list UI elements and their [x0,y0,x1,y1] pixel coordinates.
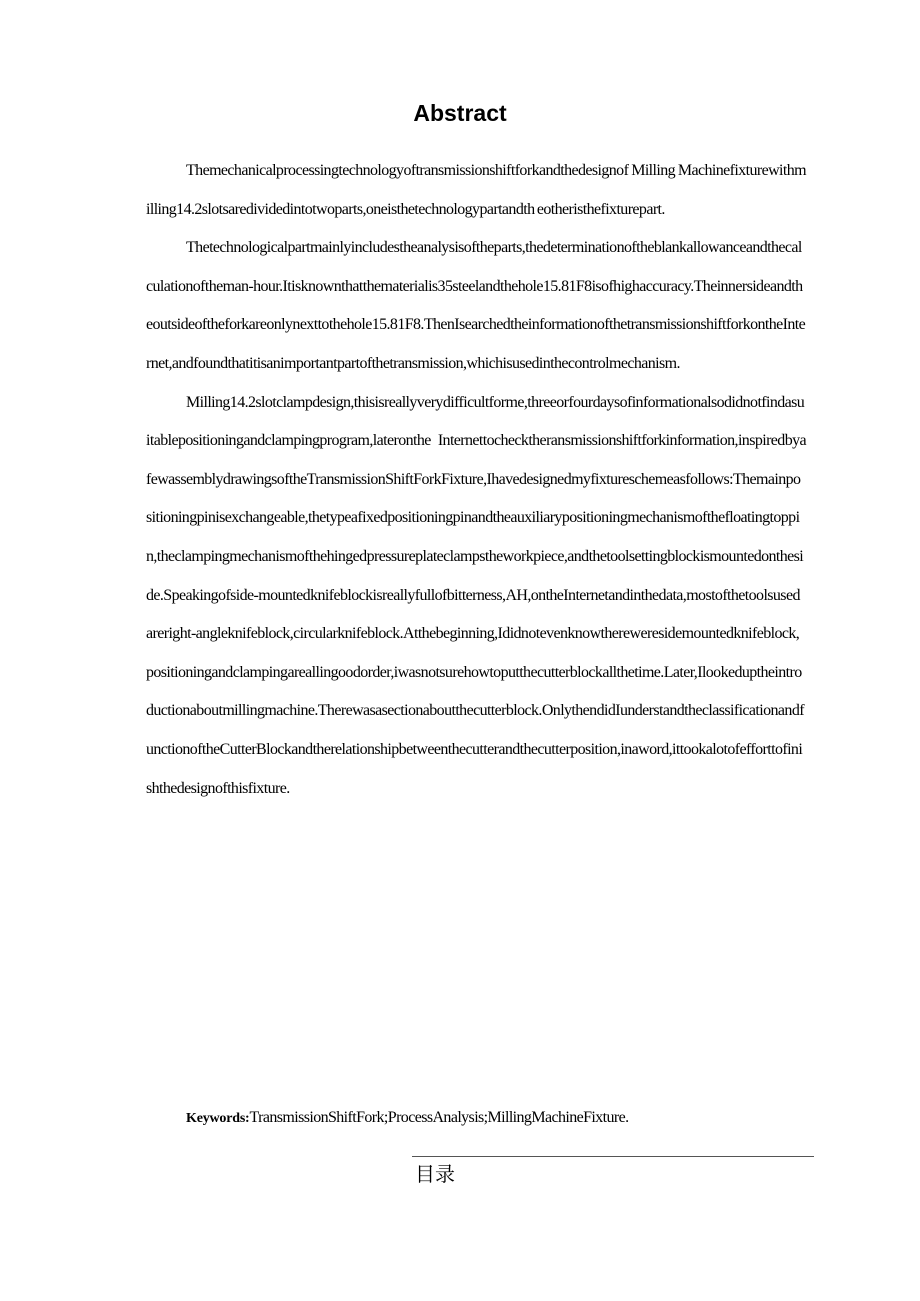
abstract-paragraph-1: Themechanicalprocessingtechnologyoftransmissionshiftforkandthedesignof Milling Machinefixturewithmilling14.2slotsaredividedintotwoparts,oneisthetechnologypartandth eotheristhefixturepart. [146,162,806,218]
keywords-label: Keywords: [186,1111,250,1126]
section-divider [412,1156,814,1157]
keywords-line [186,1103,806,1134]
abstract-paragraph-2: Thetechnologicalpartmainlyincludestheanalysisoftheparts,thedeterminationoftheblankallowanceandthecalculationoftheman-hour.Itisknownthatthematerialis35steelandthehole15.81F8isofhighaccuracy.Theinnersideandtheoutsideoftheforkareonlynexttothehole15.81F8.ThenIsearchedtheinformationofthetransmissionshiftforkontheInternet,andfoundthatitisanimportantpartofthetransmission,whichisusedinthecontrolmechanism. [146,239,806,372]
abstract-body [146,152,806,808]
keywords-text: TransmissionShiftFork;ProcessAnalysis;MillingMachineFixture. [249,1109,629,1126]
abstract-title: Abstract [413,100,507,126]
abstract-paragraph-3: Milling14.2slotclampdesign,thisisreallyverydifficultforme,threeorfourdaysofinformationalsodidnotfindasuitablepositioningandclampingprogram,lateronthe Internettochecktheransmissionshiftforkinformation,inspiredbyafewassemblydrawingsoftheTransmissionShiftForkFixture,Ihavedesignedmyfixtureschemeasfollows:Themainpositioningpinisexchangeable,thetypeafixedpositioningpinandtheauxiliarypositioningmechanismofthefloatingtoppin,theclampingmechanismofthehingedpressureplateclampstheworkpiece,andthetoolsettingblockismountedontheside.Speakingofside-mountedknifeblockisreallyfullofbitterness,AH,ontheInternetandinthedata,mostofthetoolsusedareright-angleknifeblock,circularknifeblock.Atthebeginning,Ididnotevenknowthereweresidemountedknifeblock,positioningandclampingareallingoodorder,iwasnotsurehowtoputthecutterblockallthetime.Later,Ilookeduptheintroductionaboutmillingmachine.Therewasasectionaboutthecutterblock.OnlythendidIunderstandtheclassificationandfunctionoftheCutterBlockandtherelationshipbetweenthecutterandthecutterposition,inaword,ittookalotofefforttofinishthedesignofthisfixture. [146,393,806,797]
toc-heading: 目录 [415,1162,455,1186]
